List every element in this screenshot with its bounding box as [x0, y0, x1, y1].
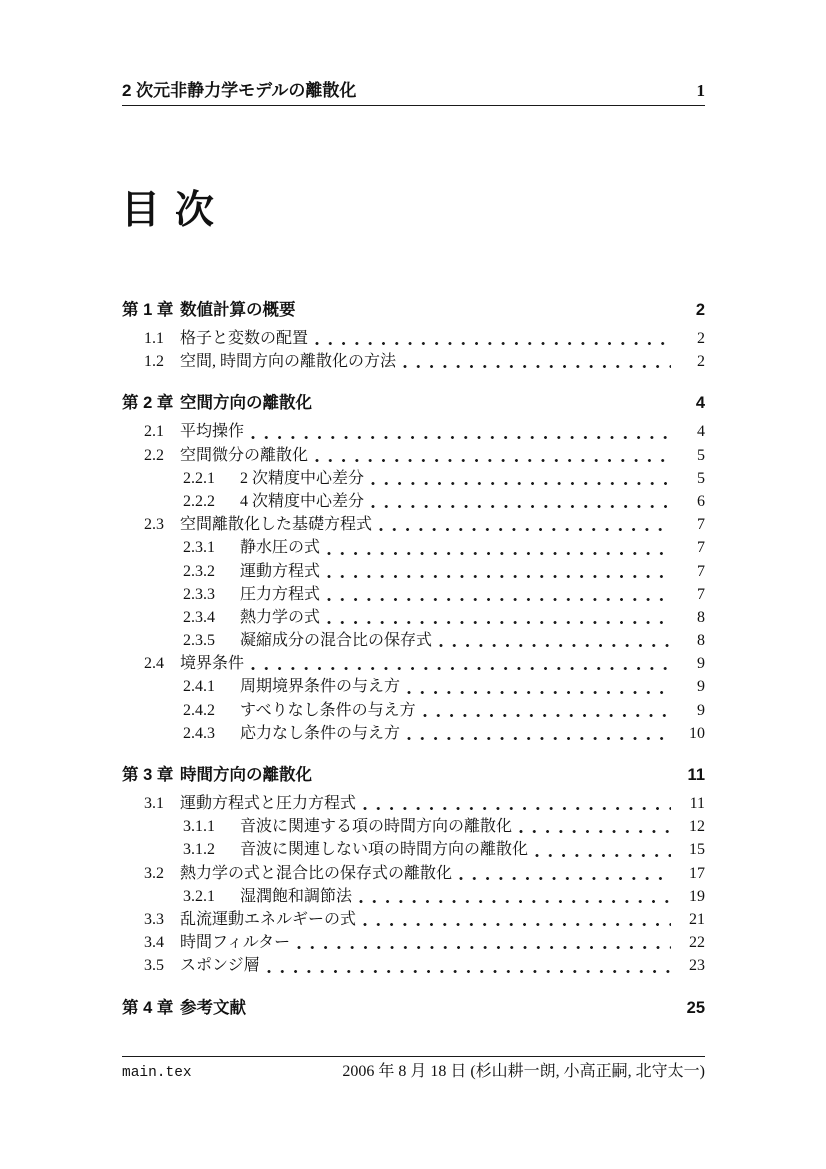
toc-dotted-leader: [407, 736, 671, 741]
toc-entry-number: 2.4: [144, 655, 164, 673]
toc-dotted-leader: [379, 527, 671, 532]
toc-row-subsection: [122, 699, 705, 722]
toc-entry-number: 第 1 章: [122, 301, 174, 319]
toc-row-subsection: [122, 675, 705, 698]
toc-dotted-leader: [359, 899, 671, 904]
toc-entry-number: 2.2.2: [183, 492, 215, 510]
toc-entry-page: 9: [697, 701, 705, 719]
toc-entry-title: 音波に関連する項の時間方向の離散化: [240, 818, 513, 836]
running-header-title: 2 次元非静力学モデルの離散化: [122, 81, 357, 100]
toc-entry-page: 6: [697, 492, 705, 510]
toc-dotted-leader: [407, 690, 671, 695]
toc-dotted-leader: [371, 481, 671, 486]
toc-entry-number: 2.3.4: [183, 608, 215, 626]
toc-entry-title: 時間方向の離散化: [180, 766, 312, 784]
toc-entry-title: 熱力学の式と混合比の保存式の離散化: [180, 864, 453, 882]
toc-row-chapter: [122, 299, 705, 323]
toc-entry-number: 2.4.3: [183, 724, 215, 742]
toc-entry-number: 3.1: [144, 795, 164, 812]
toc-entry-title: 空間微分の離散化: [180, 446, 309, 464]
toc-row-section: [122, 862, 705, 885]
toc-entry-page: 2: [697, 330, 705, 347]
toc-entry-page: 7: [697, 585, 705, 603]
toc-entry-page: 17: [689, 864, 705, 882]
toc-dotted-leader: [439, 643, 671, 648]
footer-date-authors: 2006 年 8 月 18 日 (杉山耕一朗, 小高正嗣, 北守太一): [342, 1063, 705, 1080]
toc-entry-page: 21: [689, 910, 705, 928]
toc-dotted-leader: [363, 922, 671, 927]
toc-dotted-leader: [327, 574, 671, 579]
toc-entry-number: 2.3: [144, 516, 164, 534]
toc-entry-title: 格子と変数の配置: [180, 330, 309, 347]
toc-entry-title: 湿潤飽和調節法: [240, 887, 353, 905]
toc-entry-title: 熱力学の式: [240, 608, 321, 626]
toc-entry-page: 4: [697, 423, 705, 441]
toc-title: 目 次: [121, 189, 216, 232]
toc-entry-title: すべりなし条件の与え方: [240, 701, 416, 719]
toc-row-section: [122, 908, 705, 931]
toc-entry-title: 応力なし条件の与え方: [240, 724, 401, 742]
toc-dotted-leader: [403, 364, 671, 369]
toc-entry-number: 2.1: [144, 423, 164, 441]
toc-entry-number: 3.2: [144, 864, 164, 882]
toc-row-subsection: [122, 629, 705, 652]
toc-entry-page: 7: [697, 562, 705, 580]
toc-entry-number: 2.3.1: [183, 539, 215, 557]
toc-entry-title: 空間, 時間方向の離散化の方法: [180, 353, 397, 371]
toc-entry-page: 11: [689, 795, 705, 812]
toc-entry-number: 2.4.1: [183, 678, 215, 696]
toc-row-section: [122, 444, 705, 467]
header-page-number: 1: [696, 81, 705, 100]
toc-dotted-leader: [251, 435, 671, 440]
toc-entry-page: 7: [697, 516, 705, 534]
toc-row-section: [122, 652, 705, 675]
toc-row-section: [122, 954, 705, 977]
table-of-contents: [122, 299, 705, 1025]
toc-dotted-leader: [297, 945, 671, 950]
toc-entry-title: スポンジ層: [180, 957, 260, 975]
toc-row-subsection: [122, 722, 705, 745]
toc-row-section: [122, 792, 705, 815]
toc-entry-number: 3.3: [144, 910, 164, 928]
toc-entry-title: 2 次精度中心差分: [240, 469, 365, 487]
toc-dotted-leader: [267, 969, 671, 974]
toc-entry-page: 7: [697, 539, 705, 557]
toc-row-section: [122, 350, 705, 373]
toc-entry-title: 平均操作: [180, 423, 245, 441]
toc-row-chapter: [122, 764, 705, 788]
toc-entry-page: 5: [697, 469, 705, 487]
toc-row-section: [122, 513, 705, 536]
toc-row-chapter: [122, 392, 705, 416]
toc-entry-page: 8: [697, 608, 705, 626]
toc-dotted-leader: [327, 551, 671, 556]
toc-entry-title: 空間離散化した基礎方程式: [180, 516, 373, 534]
running-footer: [122, 1056, 705, 1082]
toc-entry-title: 4 次精度中心差分: [240, 492, 365, 510]
toc-entry-title: 静水圧の式: [240, 539, 321, 557]
toc-entry-number: 3.1.1: [183, 818, 215, 836]
toc-entry-number: 第 2 章: [122, 394, 174, 413]
toc-row-section: [122, 420, 705, 443]
toc-dotted-leader: [519, 829, 671, 834]
toc-dotted-leader: [459, 876, 671, 881]
toc-entry-number: 2.3.2: [183, 562, 215, 580]
toc-entry-title: 参考文献: [180, 998, 246, 1017]
toc-dotted-leader: [315, 458, 671, 463]
toc-entry-title: 音波に関連しない項の時間方向の離散化: [240, 841, 529, 859]
toc-entry-number: 2.3.5: [183, 632, 215, 650]
toc-entry-page: 8: [697, 632, 705, 650]
toc-entry-page: 9: [697, 678, 705, 696]
toc-entry-number: 3.4: [144, 934, 164, 952]
toc-entry-title: 数値計算の概要: [180, 301, 296, 319]
toc-entry-number: 第 4 章: [122, 998, 174, 1017]
toc-entry-page: 19: [689, 887, 705, 905]
toc-entry-number: 3.1.2: [183, 841, 215, 859]
toc-entry-page: 15: [689, 841, 705, 859]
toc-entry-page: 22: [689, 934, 705, 952]
toc-row-subsection: [122, 583, 705, 606]
toc-row-subsection: [122, 490, 705, 513]
toc-row-subsection: [122, 815, 705, 838]
toc-row-subsection: [122, 885, 705, 908]
toc-entry-number: 1.1: [144, 330, 164, 347]
toc-entry-number: 2.3.3: [183, 585, 215, 603]
toc-entry-number: 第 3 章: [122, 766, 174, 784]
toc-entry-page: 25: [686, 998, 705, 1017]
toc-dotted-leader: [363, 806, 671, 811]
toc-row-subsection: [122, 560, 705, 583]
toc-entry-page: 11: [687, 766, 705, 784]
toc-row-subsection: [122, 606, 705, 629]
toc-entry-number: 1.2: [144, 353, 164, 371]
toc-entry-page: 4: [695, 394, 705, 413]
toc-entry-page: 2: [697, 353, 705, 371]
toc-entry-title: 空間方向の離散化: [180, 394, 312, 413]
toc-entry-title: 時間フィルター: [180, 934, 291, 952]
toc-entry-title: 凝縮成分の混合比の保存式: [240, 632, 433, 650]
toc-row-subsection: [122, 536, 705, 559]
toc-entry-number: 3.5: [144, 957, 164, 975]
toc-dotted-leader: [423, 713, 671, 718]
toc-entry-number: 2.4.2: [183, 701, 215, 719]
toc-entry-page: 10: [689, 724, 705, 742]
toc-dotted-leader: [535, 853, 671, 858]
toc-entry-page: 2: [695, 301, 705, 319]
toc-dotted-leader: [371, 504, 671, 509]
toc-row-chapter: [122, 997, 705, 1021]
toc-row-section: [122, 931, 705, 954]
toc-entry-page: 5: [697, 446, 705, 464]
toc-entry-title: 運動方程式と圧力方程式: [180, 795, 357, 812]
toc-row-section: [122, 327, 705, 350]
toc-row-subsection: [122, 467, 705, 490]
toc-entry-page: 9: [697, 655, 705, 673]
toc-entry-page: 12: [689, 818, 705, 836]
footer-filename: main.tex: [122, 1065, 192, 1081]
running-header: [122, 82, 705, 106]
toc-row-subsection: [122, 838, 705, 861]
toc-entry-number: 3.2.1: [183, 887, 215, 905]
toc-dotted-leader: [315, 341, 671, 346]
toc-dotted-leader: [327, 620, 671, 625]
toc-entry-title: 周期境界条件の与え方: [240, 678, 401, 696]
toc-entry-page: 23: [689, 957, 705, 975]
toc-entry-number: 2.2.1: [183, 469, 215, 487]
toc-entry-title: 境界条件: [180, 655, 245, 673]
toc-entry-number: 2.2: [144, 446, 164, 464]
toc-dotted-leader: [327, 597, 671, 602]
toc-entry-title: 運動方程式: [240, 562, 321, 580]
toc-dotted-leader: [251, 666, 671, 671]
toc-entry-title: 乱流運動エネルギーの式: [180, 910, 357, 928]
toc-entry-title: 圧力方程式: [240, 585, 321, 603]
